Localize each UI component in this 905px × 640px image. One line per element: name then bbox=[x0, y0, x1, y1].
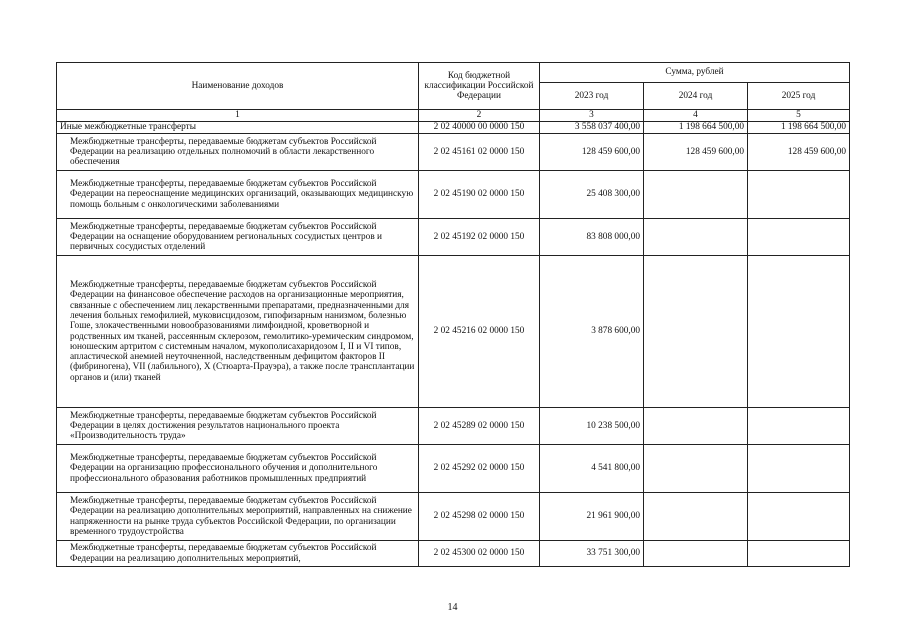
table-row bbox=[57, 171, 850, 219]
row-2024 bbox=[644, 541, 748, 567]
row-2023: 33 751 300,00 bbox=[540, 541, 644, 567]
row-code: 2 02 45300 02 0000 150 bbox=[419, 541, 540, 567]
budget-table bbox=[56, 62, 850, 567]
row-code: 2 02 45161 02 0000 150 bbox=[419, 134, 540, 171]
row-2024 bbox=[644, 171, 748, 219]
page-number: 14 bbox=[447, 602, 458, 613]
row-2025 bbox=[748, 256, 850, 408]
row-name: Межбюджетные трансферты, передаваемые бюджетам субъектов Российской Федерации на финансовое обеспечение расходов на организационные мероприятия, связанные с обеспечением лиц лекарственными препаратами, предназначенными для лечения больных гемофилией, муковисцидозом, гипофизарным нанизмом, болезнью Гоше, злокачественными новообразованиями лимфоидной, кроветворной и родственных им тканей, рассеянным склерозом, гемолитико-уремическим синдромом, юношеским артритом с системным началом, мукополисахаридозом I, II и VI типов, апластической анемией неуточненной, наследственным дефицитом факторов II (фибриногена), VII (лабильного), X (Стюарта-Прауэра), а также после трансплантации органов и (или) тканей bbox=[57, 256, 419, 408]
row-2023: 10 238 500,00 bbox=[540, 408, 644, 445]
row-name: Иные межбюджетные трансферты bbox=[57, 122, 419, 134]
index-cell: 4 bbox=[644, 110, 748, 122]
row-name: Межбюджетные трансферты, передаваемые бюджетам субъектов Российской Федерации на переоснащение медицинских организаций, оказывающих медицинскую помощь больным с онкологическими заболеваниями bbox=[57, 171, 419, 219]
row-2025 bbox=[748, 171, 850, 219]
row-2023: 25 408 300,00 bbox=[540, 171, 644, 219]
row-2023: 21 961 900,00 bbox=[540, 493, 644, 541]
row-code: 2 02 45216 02 0000 150 bbox=[419, 256, 540, 408]
row-2025 bbox=[748, 541, 850, 567]
row-2024 bbox=[644, 408, 748, 445]
table-row bbox=[57, 541, 850, 567]
row-2025: 1 198 664 500,00 bbox=[748, 122, 850, 134]
index-cell: 5 bbox=[748, 110, 850, 122]
row-2025 bbox=[748, 408, 850, 445]
header-sum: Сумма, рублей bbox=[540, 63, 850, 83]
row-name: Межбюджетные трансферты, передаваемые бюджетам субъектов Российской Федерации на организацию профессионального обучения и дополнительного профессионального образования работников промышленных предприятий bbox=[57, 445, 419, 493]
row-name: Межбюджетные трансферты, передаваемые бюджетам субъектов Российской Федерации на реализацию отдельных полномочий в области лекарственного обеспечения bbox=[57, 134, 419, 171]
row-2025 bbox=[748, 219, 850, 256]
row-2025 bbox=[748, 445, 850, 493]
row-name: Межбюджетные трансферты, передаваемые бюджетам субъектов Российской Федерации на реализацию дополнительных мероприятий, направленных на снижение напряженности на рынке труда субъектов Российской Федерации, по организации временного трудоустройства bbox=[57, 493, 419, 541]
table-row bbox=[57, 445, 850, 493]
column-index-row bbox=[57, 110, 850, 122]
table-row bbox=[57, 256, 850, 408]
row-2023: 3 558 037 400,00 bbox=[540, 122, 644, 134]
index-cell: 2 bbox=[419, 110, 540, 122]
table-row bbox=[57, 122, 850, 134]
row-2023: 128 459 600,00 bbox=[540, 134, 644, 171]
row-2024 bbox=[644, 445, 748, 493]
row-code: 2 02 45292 02 0000 150 bbox=[419, 445, 540, 493]
header-year-2024: 2024 год bbox=[644, 83, 748, 110]
table-row bbox=[57, 493, 850, 541]
row-code: 2 02 45190 02 0000 150 bbox=[419, 171, 540, 219]
index-cell: 1 bbox=[57, 110, 419, 122]
row-2024 bbox=[644, 493, 748, 541]
row-code: 2 02 45298 02 0000 150 bbox=[419, 493, 540, 541]
row-2024: 128 459 600,00 bbox=[644, 134, 748, 171]
row-name: Межбюджетные трансферты, передаваемые бюджетам субъектов Российской Федерации в целях достижения результатов национального проекта «Производительность труда» bbox=[57, 408, 419, 445]
header-year-2023: 2023 год bbox=[540, 83, 644, 110]
row-2024: 1 198 664 500,00 bbox=[644, 122, 748, 134]
row-2023: 3 878 600,00 bbox=[540, 256, 644, 408]
row-2025 bbox=[748, 493, 850, 541]
row-2023: 83 808 000,00 bbox=[540, 219, 644, 256]
table-row bbox=[57, 134, 850, 171]
header-name: Наименование доходов bbox=[57, 63, 419, 110]
row-2025: 128 459 600,00 bbox=[748, 134, 850, 171]
row-code: 2 02 40000 00 0000 150 bbox=[419, 122, 540, 134]
row-2024 bbox=[644, 219, 748, 256]
index-cell: 3 bbox=[540, 110, 644, 122]
header-year-2025: 2025 год bbox=[748, 83, 850, 110]
row-2024 bbox=[644, 256, 748, 408]
row-name: Межбюджетные трансферты, передаваемые бюджетам субъектов Российской Федерации на оснащение оборудованием региональных сосудистых центров и первичных сосудистых отделений bbox=[57, 219, 419, 256]
row-code: 2 02 45289 02 0000 150 bbox=[419, 408, 540, 445]
table-row bbox=[57, 408, 850, 445]
table-row bbox=[57, 219, 850, 256]
row-code: 2 02 45192 02 0000 150 bbox=[419, 219, 540, 256]
row-name: Межбюджетные трансферты, передаваемые бюджетам субъектов Российской Федерации на реализацию дополнительных мероприятий, bbox=[57, 541, 419, 567]
row-2023: 4 541 800,00 bbox=[540, 445, 644, 493]
header-code: Код бюджетной классификации Российской Федерации bbox=[419, 63, 540, 110]
